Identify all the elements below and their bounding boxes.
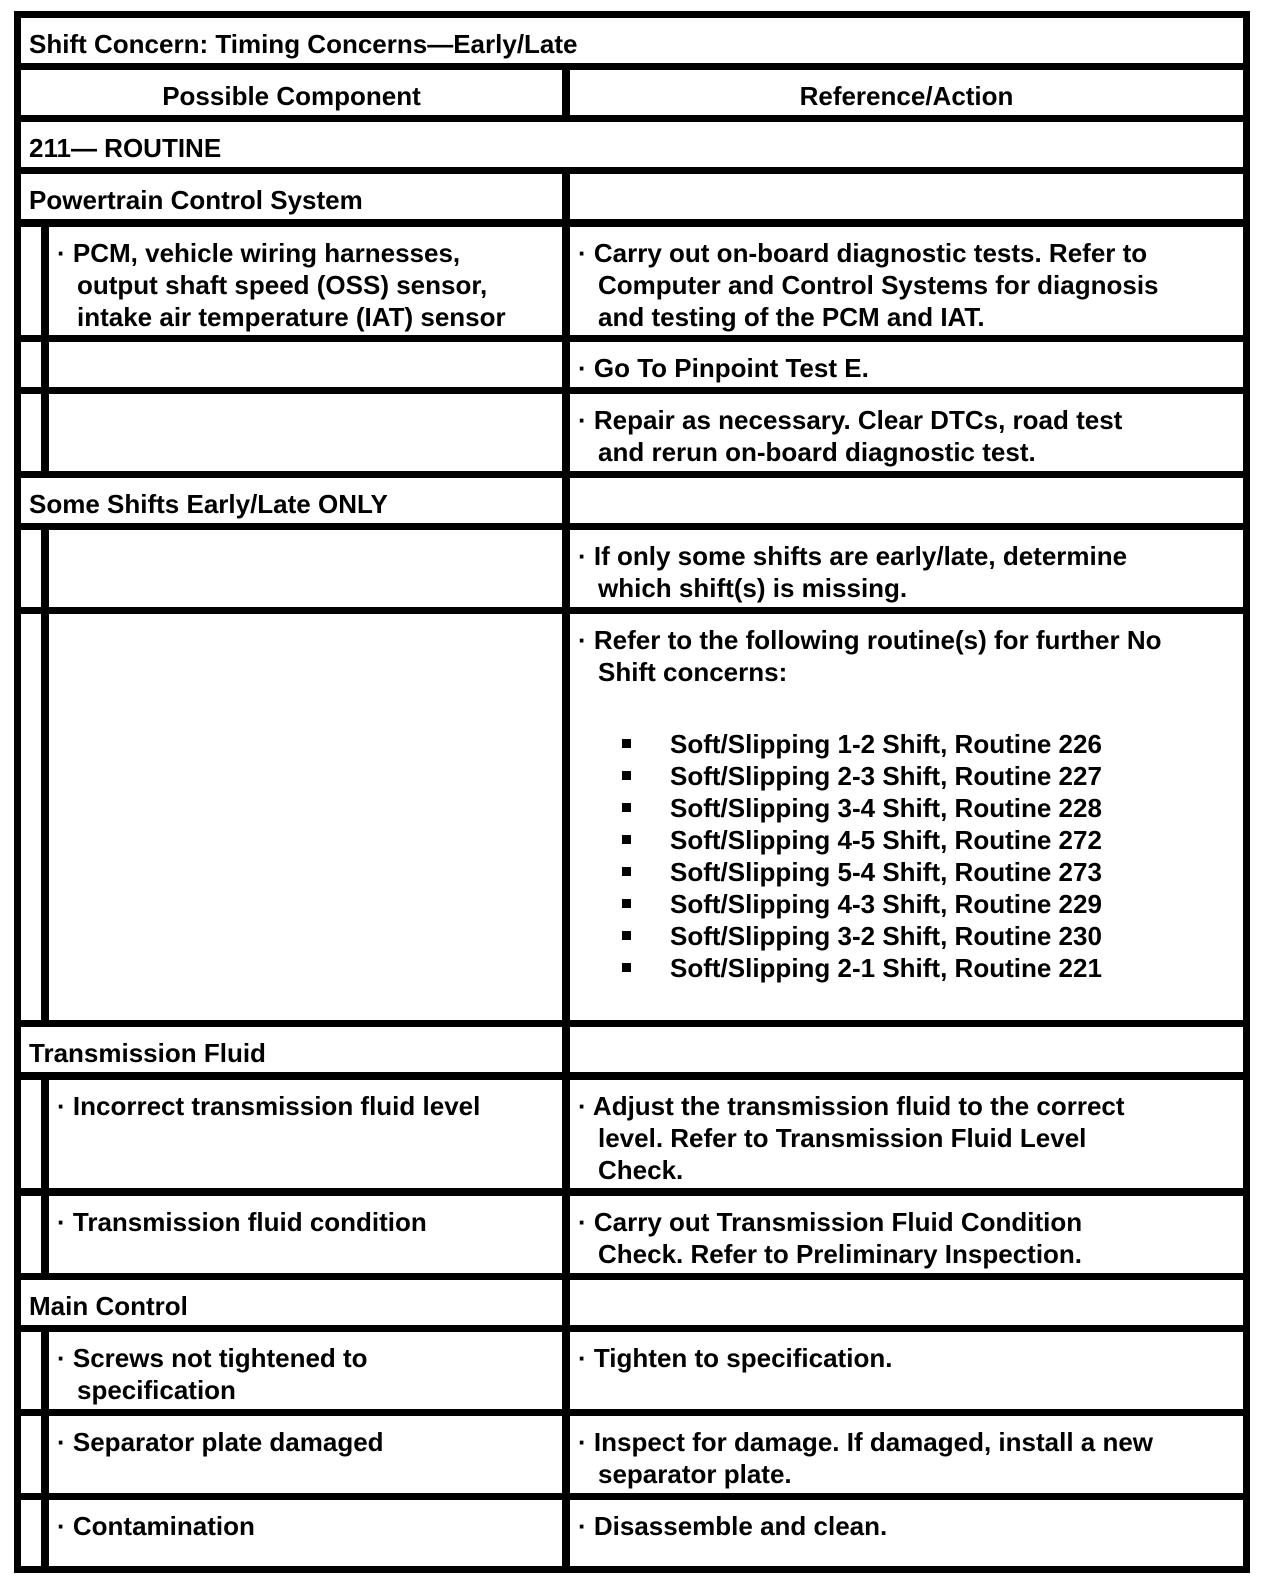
- action-cell: · Adjust the transmission fluid to the correct level. Refer to Transmission Fluid Level Check.: [570, 1080, 1243, 1188]
- indent-cell: [21, 342, 41, 387]
- indent-cell: [21, 530, 41, 607]
- list-item: Soft/Slipping 2-1 Shift, Routine 221: [578, 952, 1235, 984]
- action-cell: · Repair as necessary. Clear DTCs, road test and rerun on-board diagnostic test.: [570, 394, 1243, 471]
- action-cell: · Go To Pinpoint Test E.: [570, 342, 1243, 387]
- section-label-powertrain: Powertrain Control System: [21, 174, 562, 219]
- indent-cell: [21, 1500, 41, 1566]
- list-item: Soft/Slipping 5-4 Shift, Routine 273: [578, 856, 1235, 888]
- action-cell: · Carry out on-board diagnostic tests. Refer to Computer and Control Systems for diagnosis and testing of the PCM and IAT.: [570, 227, 1243, 335]
- section-label-transmission-fluid: Transmission Fluid: [21, 1027, 562, 1072]
- section-action-empty: [570, 1027, 1243, 1072]
- indent-cell: [21, 1080, 41, 1188]
- section-action-empty: [570, 1280, 1243, 1325]
- component-cell: [49, 394, 562, 471]
- section-label-main-control: Main Control: [21, 1280, 562, 1325]
- action-cell: · Inspect for damage. If damaged, install a new separator plate.: [570, 1416, 1243, 1493]
- section-label-some-shifts: Some Shifts Early/Late ONLY: [21, 478, 562, 523]
- indent-cell: [21, 1196, 41, 1273]
- component-cell: · Screws not tightened to specification: [49, 1332, 562, 1409]
- list-item: Soft/Slipping 4-5 Shift, Routine 272: [578, 824, 1235, 856]
- component-cell: [49, 530, 562, 607]
- list-item: Soft/Slipping 3-2 Shift, Routine 230: [578, 920, 1235, 952]
- header-possible-component: Possible Component: [21, 70, 562, 115]
- list-item: Soft/Slipping 3-4 Shift, Routine 228: [578, 792, 1235, 824]
- action-cell: · Refer to the following routine(s) for further No Shift concerns: Soft/Slipping 1-2 Shift, Routine 226 Soft/Slipping 2-3 Shift, Routine 227 Soft/Slipping 3-4 Shift, Routine 228 Soft/Slipping 4-5 Shift, Routine 272 Soft/Slipping 5-4 Shift, Routine 273 Soft/Slipping 4-3 Shift, Routine 229 Soft/Slipping 3-2 Shift, Routine 230 Soft/Slipping 2-1 Shift, Routine 221: [570, 614, 1243, 1020]
- routine-label: 211— ROUTINE: [21, 122, 1243, 167]
- diagnostic-table: [14, 11, 1250, 1573]
- header-reference-action: Reference/Action: [570, 70, 1243, 115]
- table-title: Shift Concern: Timing Concerns—Early/Late: [21, 18, 1243, 63]
- section-action-empty: [570, 478, 1243, 523]
- action-cell: · Tighten to specification.: [570, 1332, 1243, 1409]
- indent-cell: [21, 394, 41, 471]
- indent-cell: [21, 1416, 41, 1493]
- indent-cell: [21, 227, 41, 335]
- list-item: Soft/Slipping 4-3 Shift, Routine 229: [578, 888, 1235, 920]
- component-cell: · Transmission fluid condition: [49, 1196, 562, 1273]
- component-cell: · Contamination: [49, 1500, 562, 1566]
- indent-cell: [21, 1332, 41, 1409]
- section-action-empty: [570, 174, 1243, 219]
- indent-cell: [21, 614, 41, 1020]
- component-cell: · Separator plate damaged: [49, 1416, 562, 1493]
- list-item: Soft/Slipping 1-2 Shift, Routine 226: [578, 728, 1235, 760]
- action-cell: · Disassemble and clean.: [570, 1500, 1243, 1566]
- action-cell: · Carry out Transmission Fluid Condition Check. Refer to Preliminary Inspection.: [570, 1196, 1243, 1273]
- component-cell: [49, 342, 562, 387]
- routine-list: [578, 728, 1235, 984]
- component-cell: [49, 614, 562, 1020]
- list-item: Soft/Slipping 2-3 Shift, Routine 227: [578, 760, 1235, 792]
- component-cell: · Incorrect transmission fluid level: [49, 1080, 562, 1188]
- action-cell: · If only some shifts are early/late, determine which shift(s) is missing.: [570, 530, 1243, 607]
- component-cell: · PCM, vehicle wiring harnesses, output shaft speed (OSS) sensor, intake air temperature (IAT) sensor: [49, 227, 562, 335]
